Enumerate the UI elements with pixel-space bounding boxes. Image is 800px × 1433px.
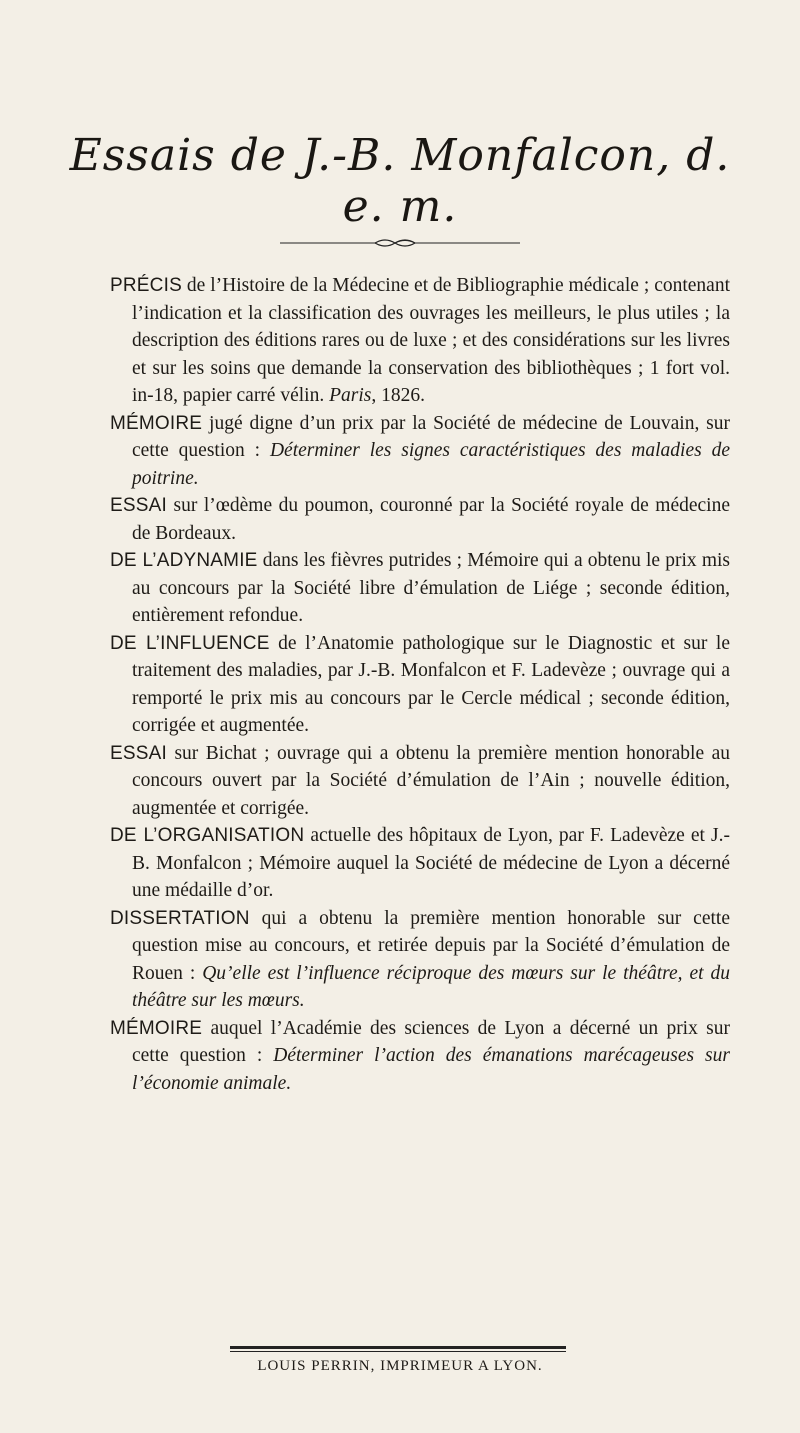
bibliography-entry <box>110 492 730 547</box>
entry-italic: Qu’elle est l’influence réciproque des mœurs sur le théâtre, et du théâtre sur les mœurs. <box>132 962 730 1011</box>
entry-heading: DISSERTATION <box>110 907 250 929</box>
bibliography-entry <box>110 630 730 740</box>
imprint-rule <box>230 1346 566 1352</box>
entry-heading: MÉMOIRE <box>110 412 203 434</box>
entry-italic: Paris <box>329 385 372 406</box>
bibliography-entry <box>110 272 730 410</box>
entry-text: dans les fièvres putrides ; Mémoire qui a obtenu le prix mis au concours par la Société libre d’émulation de Liége ; seconde édition, entièrement refondue. <box>132 550 730 626</box>
bibliography-entry <box>110 1015 730 1098</box>
bibliography-entry <box>110 740 730 823</box>
entry-italic: Déterminer l’action des émanations marécageuses sur l’économie animale. <box>132 1045 730 1094</box>
imprint-line: LOUIS PERRIN, IMPRIMEUR A LYON. <box>257 1358 543 1374</box>
entry-heading: ESSAI <box>110 495 167 516</box>
page-title: Essais de J.-B. Monfalcon, d. e. m. <box>69 130 731 232</box>
entry-text: actuelle des hôpitaux de Lyon, par F. Ladevèze et J.-B. Monfalcon ; Mémoire auquel la Société de médecine de Lyon a décerné une médaille d’or. <box>132 825 730 901</box>
entry-heading: MÉMOIRE <box>110 1017 203 1039</box>
ornament-rule <box>280 236 520 250</box>
entry-heading: DE L’ADYNAMIE <box>110 550 258 571</box>
entry-tail: , 1826. <box>371 385 425 406</box>
bibliography-entry <box>110 410 730 493</box>
entry-heading: DE L’INFLUENCE <box>110 632 270 654</box>
entry-text: qui a obtenu la première mention honorable sur cette question mise au concours, et retirée depuis par la Société d’émulation de Rouen : <box>132 907 730 984</box>
entry-text: de l’Anatomie pathologique sur le Diagnostic et sur le traitement des maladies, par J.-B. Monfalcon et F. Ladevèze ; ouvrage qui a remporté le prix mis au concours par le Cercle médical ; seconde édition, corrigée et augmentée. <box>132 632 730 736</box>
bibliography-entry <box>110 905 730 1015</box>
entry-text: sur Bichat ; ouvrage qui a obtenu la première mention honorable au concours ouvert par la Société d’émulation de l’Ain ; nouvelle édition, augmentée et corrigée. <box>132 742 730 819</box>
bibliography-entry <box>110 547 730 630</box>
entry-text: de l’Histoire de la Médecine et de Bibliographie médicale ; contenant l’indication et la classification des ouvrages les meilleurs, le plus utiles ; la description des éditions rares ou de luxe ; et des considérations sur les livres et sur les soins que demande la conservation des bibliothèques ; 1 fort vol. in-18, papier carré vélin. <box>132 275 730 406</box>
entry-heading: DE L’ORGANISATION <box>110 825 305 846</box>
bibliography-list <box>110 272 730 1097</box>
entry-text: jugé digne d’un prix par la Société de médecine de Louvain, sur cette question : <box>132 412 730 461</box>
entry-italic: Déterminer les signes caractéristiques des maladies de poitrine. <box>132 440 730 489</box>
entry-heading: PRÉCIS <box>110 275 182 296</box>
entry-text: auquel l’Académie des sciences de Lyon a décerné un prix sur cette question : <box>132 1017 730 1066</box>
entry-text: sur l’œdème du poumon, couronné par la Société royale de médecine de Bordeaux. <box>132 495 730 544</box>
bibliography-entry <box>110 822 730 905</box>
entry-heading: ESSAI <box>110 742 167 764</box>
